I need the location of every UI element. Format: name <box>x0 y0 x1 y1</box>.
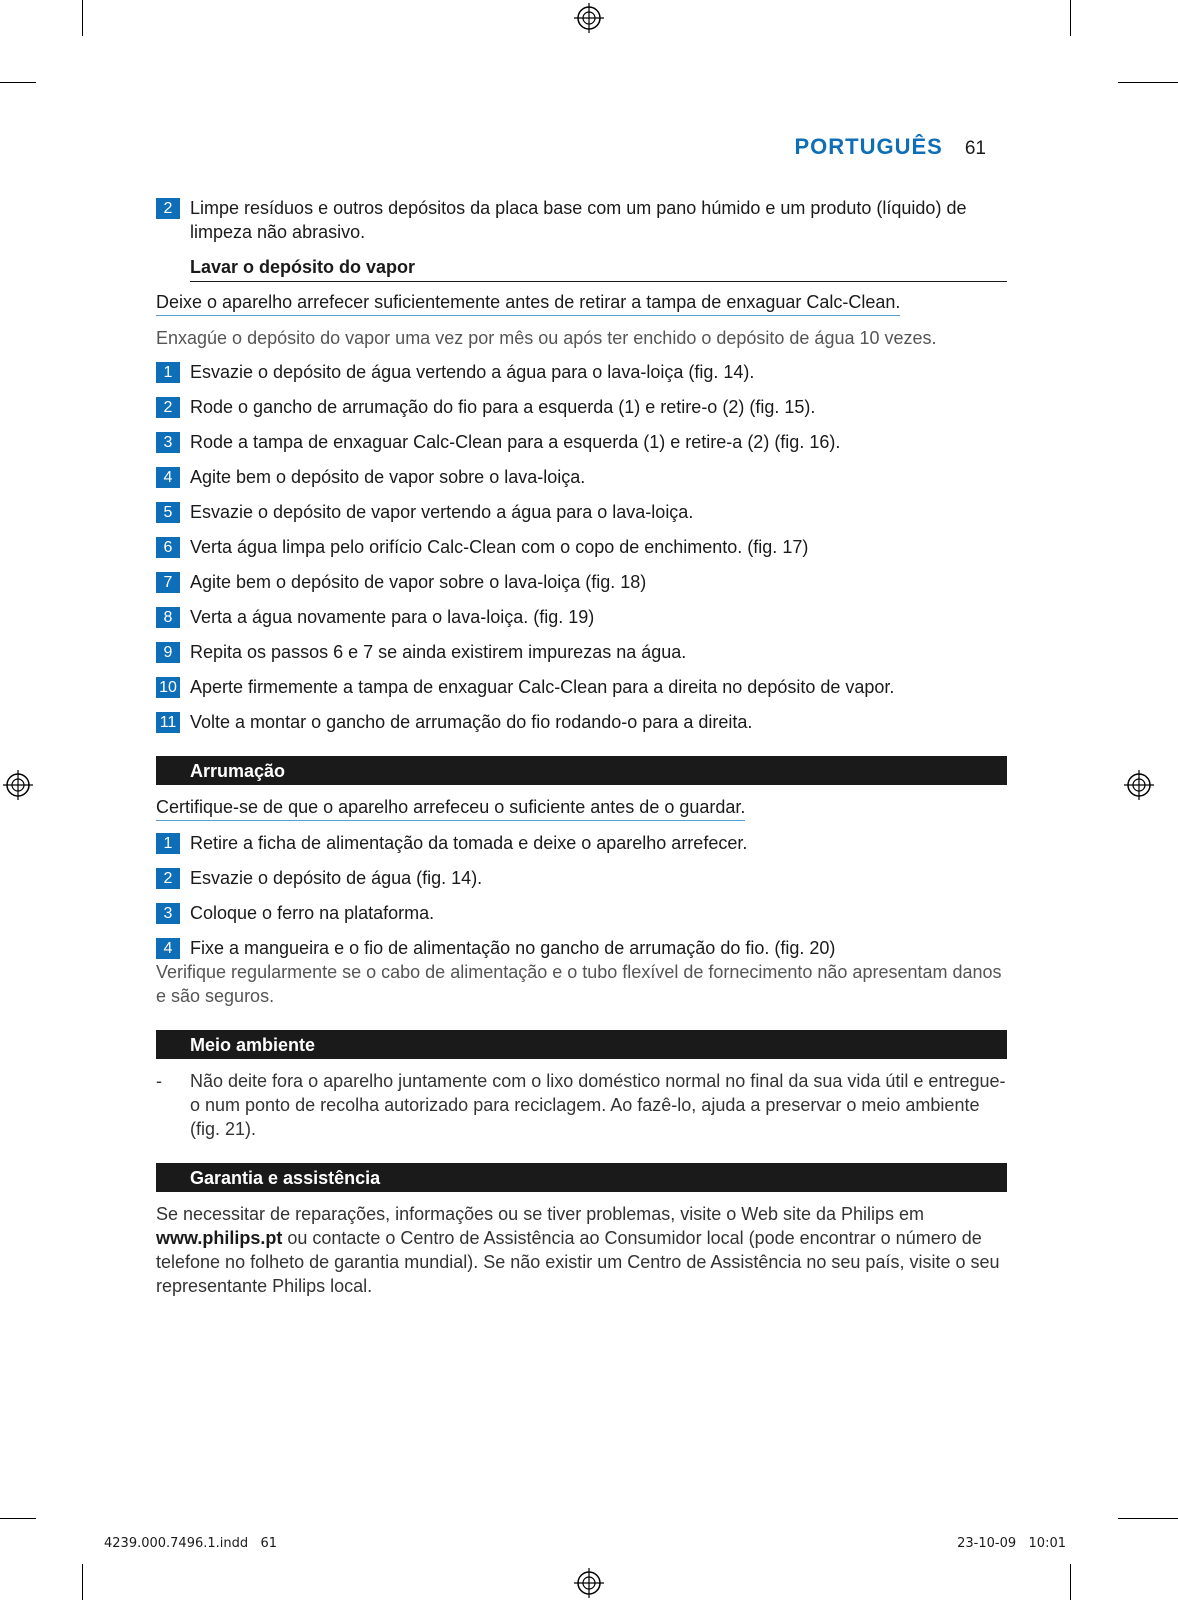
step-number: 5 <box>156 502 180 523</box>
step-text: Verta a água novamente para o lava-loiça. (fig. 19) <box>190 607 595 627</box>
crop-mark <box>1070 1564 1071 1600</box>
section-heading-environment: Meio ambiente <box>156 1030 1007 1059</box>
step-list <box>156 831 1007 960</box>
section-subheading: Lavar o depósito do vapor <box>190 255 1007 282</box>
step-item <box>156 605 1007 629</box>
registration-mark-icon <box>574 1568 604 1598</box>
bullet-marker: - <box>156 1071 162 1091</box>
step-item <box>156 430 1007 454</box>
registration-mark-icon <box>1124 770 1154 800</box>
guarantee-text-end: ou contacte o Centro de Assistência ao Consumidor local (pode encontrar o número de telefone no folheto de garantia mundial). Se não existir um Centro de Assistência no seu país, visite o seu representante Philips local. <box>156 1228 1000 1296</box>
bullet-text: Não deite fora o aparelho juntamente com o lixo doméstico normal no final da sua vida útil e entregue-o num ponto de recolha autorizado para reciclagem. Ao fazê-lo, ajuda a preservar o meio ambiente (fig. 21). <box>190 1071 1006 1139</box>
step-number: 2 <box>156 397 180 418</box>
crop-mark <box>82 0 83 36</box>
step-list <box>156 360 1007 734</box>
step-text: Fixe a mangueira e o fio de alimentação no gancho de arrumação do fio. (fig. 20) <box>190 938 836 958</box>
step-text: Limpe resíduos e outros depósitos da placa base com um pano húmido e um produto (líquido) de limpeza não abrasivo. <box>190 198 967 242</box>
step-item <box>156 360 1007 384</box>
step-item <box>156 570 1007 594</box>
crop-mark <box>1118 1518 1178 1519</box>
page-number: 61 <box>964 138 986 159</box>
step-number: 8 <box>156 607 180 628</box>
step-item <box>156 710 1007 734</box>
step-item <box>156 196 1007 244</box>
page-header <box>795 134 987 160</box>
caution-text: Deixe o aparelho arrefecer suficientemente antes de retirar a tampa de enxaguar Calc-Clean. <box>156 290 900 316</box>
step-item <box>156 831 1007 855</box>
step-text: Coloque o ferro na plataforma. <box>190 903 435 923</box>
footer-file-info: 4239.000.7496.1.indd 61 <box>104 1536 278 1551</box>
crop-mark <box>0 82 36 83</box>
step-text: Esvazie o depósito de água vertendo a água para o lava-loiça (fig. 14). <box>190 362 755 382</box>
step-number: 1 <box>156 833 180 854</box>
crop-mark <box>0 1518 36 1519</box>
step-text: Esvazie o depósito de água (fig. 14). <box>190 868 483 888</box>
step-number: 6 <box>156 537 180 558</box>
caution-text: Certifique-se de que o aparelho arrefeceu o suficiente antes de o guardar. <box>156 795 745 821</box>
step-number: 4 <box>156 467 180 488</box>
step-item <box>156 395 1007 419</box>
crop-mark <box>1070 0 1071 36</box>
registration-mark-icon <box>3 770 33 800</box>
step-text: Retire a ficha de alimentação da tomada e deixe o aparelho arrefecer. <box>190 833 748 853</box>
step-item <box>156 675 1007 699</box>
step-number: 2 <box>156 868 180 889</box>
step-item <box>156 901 1007 925</box>
step-number: 9 <box>156 642 180 663</box>
step-item <box>156 500 1007 524</box>
step-item <box>156 866 1007 890</box>
step-text: Aperte firmemente a tampa de enxaguar Calc-Clean para a direita no depósito de vapor. <box>190 677 895 697</box>
section-heading-storage: Arrumação <box>156 756 1007 785</box>
step-number: 3 <box>156 432 180 453</box>
step-number: 1 <box>156 362 180 383</box>
language-label: PORTUGUÊS <box>794 134 943 159</box>
guarantee-text-start: Se necessitar de reparações, informações ou se tiver problemas, visite o Web site da Philips em <box>156 1204 925 1224</box>
note-text: Enxagúe o depósito do vapor uma vez por mês ou após ter enchido o depósito de água 10 vezes. <box>156 328 937 348</box>
guarantee-paragraph <box>156 1202 1007 1298</box>
step-item <box>156 465 1007 489</box>
step-text: Agite bem o depósito de vapor sobre o lava-loiça (fig. 18) <box>190 572 647 592</box>
page-content <box>156 196 1007 1298</box>
step-text: Rode a tampa de enxaguar Calc-Clean para a esquerda (1) e retire-a (2) (fig. 16). <box>190 432 841 452</box>
list-item <box>156 1069 1007 1141</box>
step-number: 10 <box>156 677 180 698</box>
step-number: 11 <box>156 712 180 733</box>
step-number: 2 <box>156 198 180 219</box>
note-text: Verifique regularmente se o cabo de alimentação e o tubo flexível de fornecimento não apresentam danos e são seguros. <box>156 962 1002 1006</box>
philips-website-link[interactable]: www.philips.pt <box>156 1228 283 1248</box>
footer-date: 23-10-09 10:01 <box>957 1536 1066 1551</box>
step-number: 3 <box>156 903 180 924</box>
step-text: Repita os passos 6 e 7 se ainda existirem impurezas na água. <box>190 642 687 662</box>
crop-mark <box>82 1564 83 1600</box>
registration-mark-icon <box>574 3 604 33</box>
section-heading-guarantee: Garantia e assistência <box>156 1163 1007 1192</box>
step-text: Volte a montar o gancho de arrumação do fio rodando-o para a direita. <box>190 712 753 732</box>
step-number: 4 <box>156 938 180 959</box>
step-number: 7 <box>156 572 180 593</box>
step-item <box>156 535 1007 559</box>
step-text: Esvazie o depósito de vapor vertendo a água para o lava-loiça. <box>190 502 694 522</box>
step-text: Rode o gancho de arrumação do fio para a esquerda (1) e retire-o (2) (fig. 15). <box>190 397 816 417</box>
crop-mark <box>1118 82 1178 83</box>
step-item <box>156 936 1007 960</box>
step-item <box>156 640 1007 664</box>
step-text: Verta água limpa pelo orifício Calc-Clean com o copo de enchimento. (fig. 17) <box>190 537 809 557</box>
step-text: Agite bem o depósito de vapor sobre o lava-loiça. <box>190 467 586 487</box>
